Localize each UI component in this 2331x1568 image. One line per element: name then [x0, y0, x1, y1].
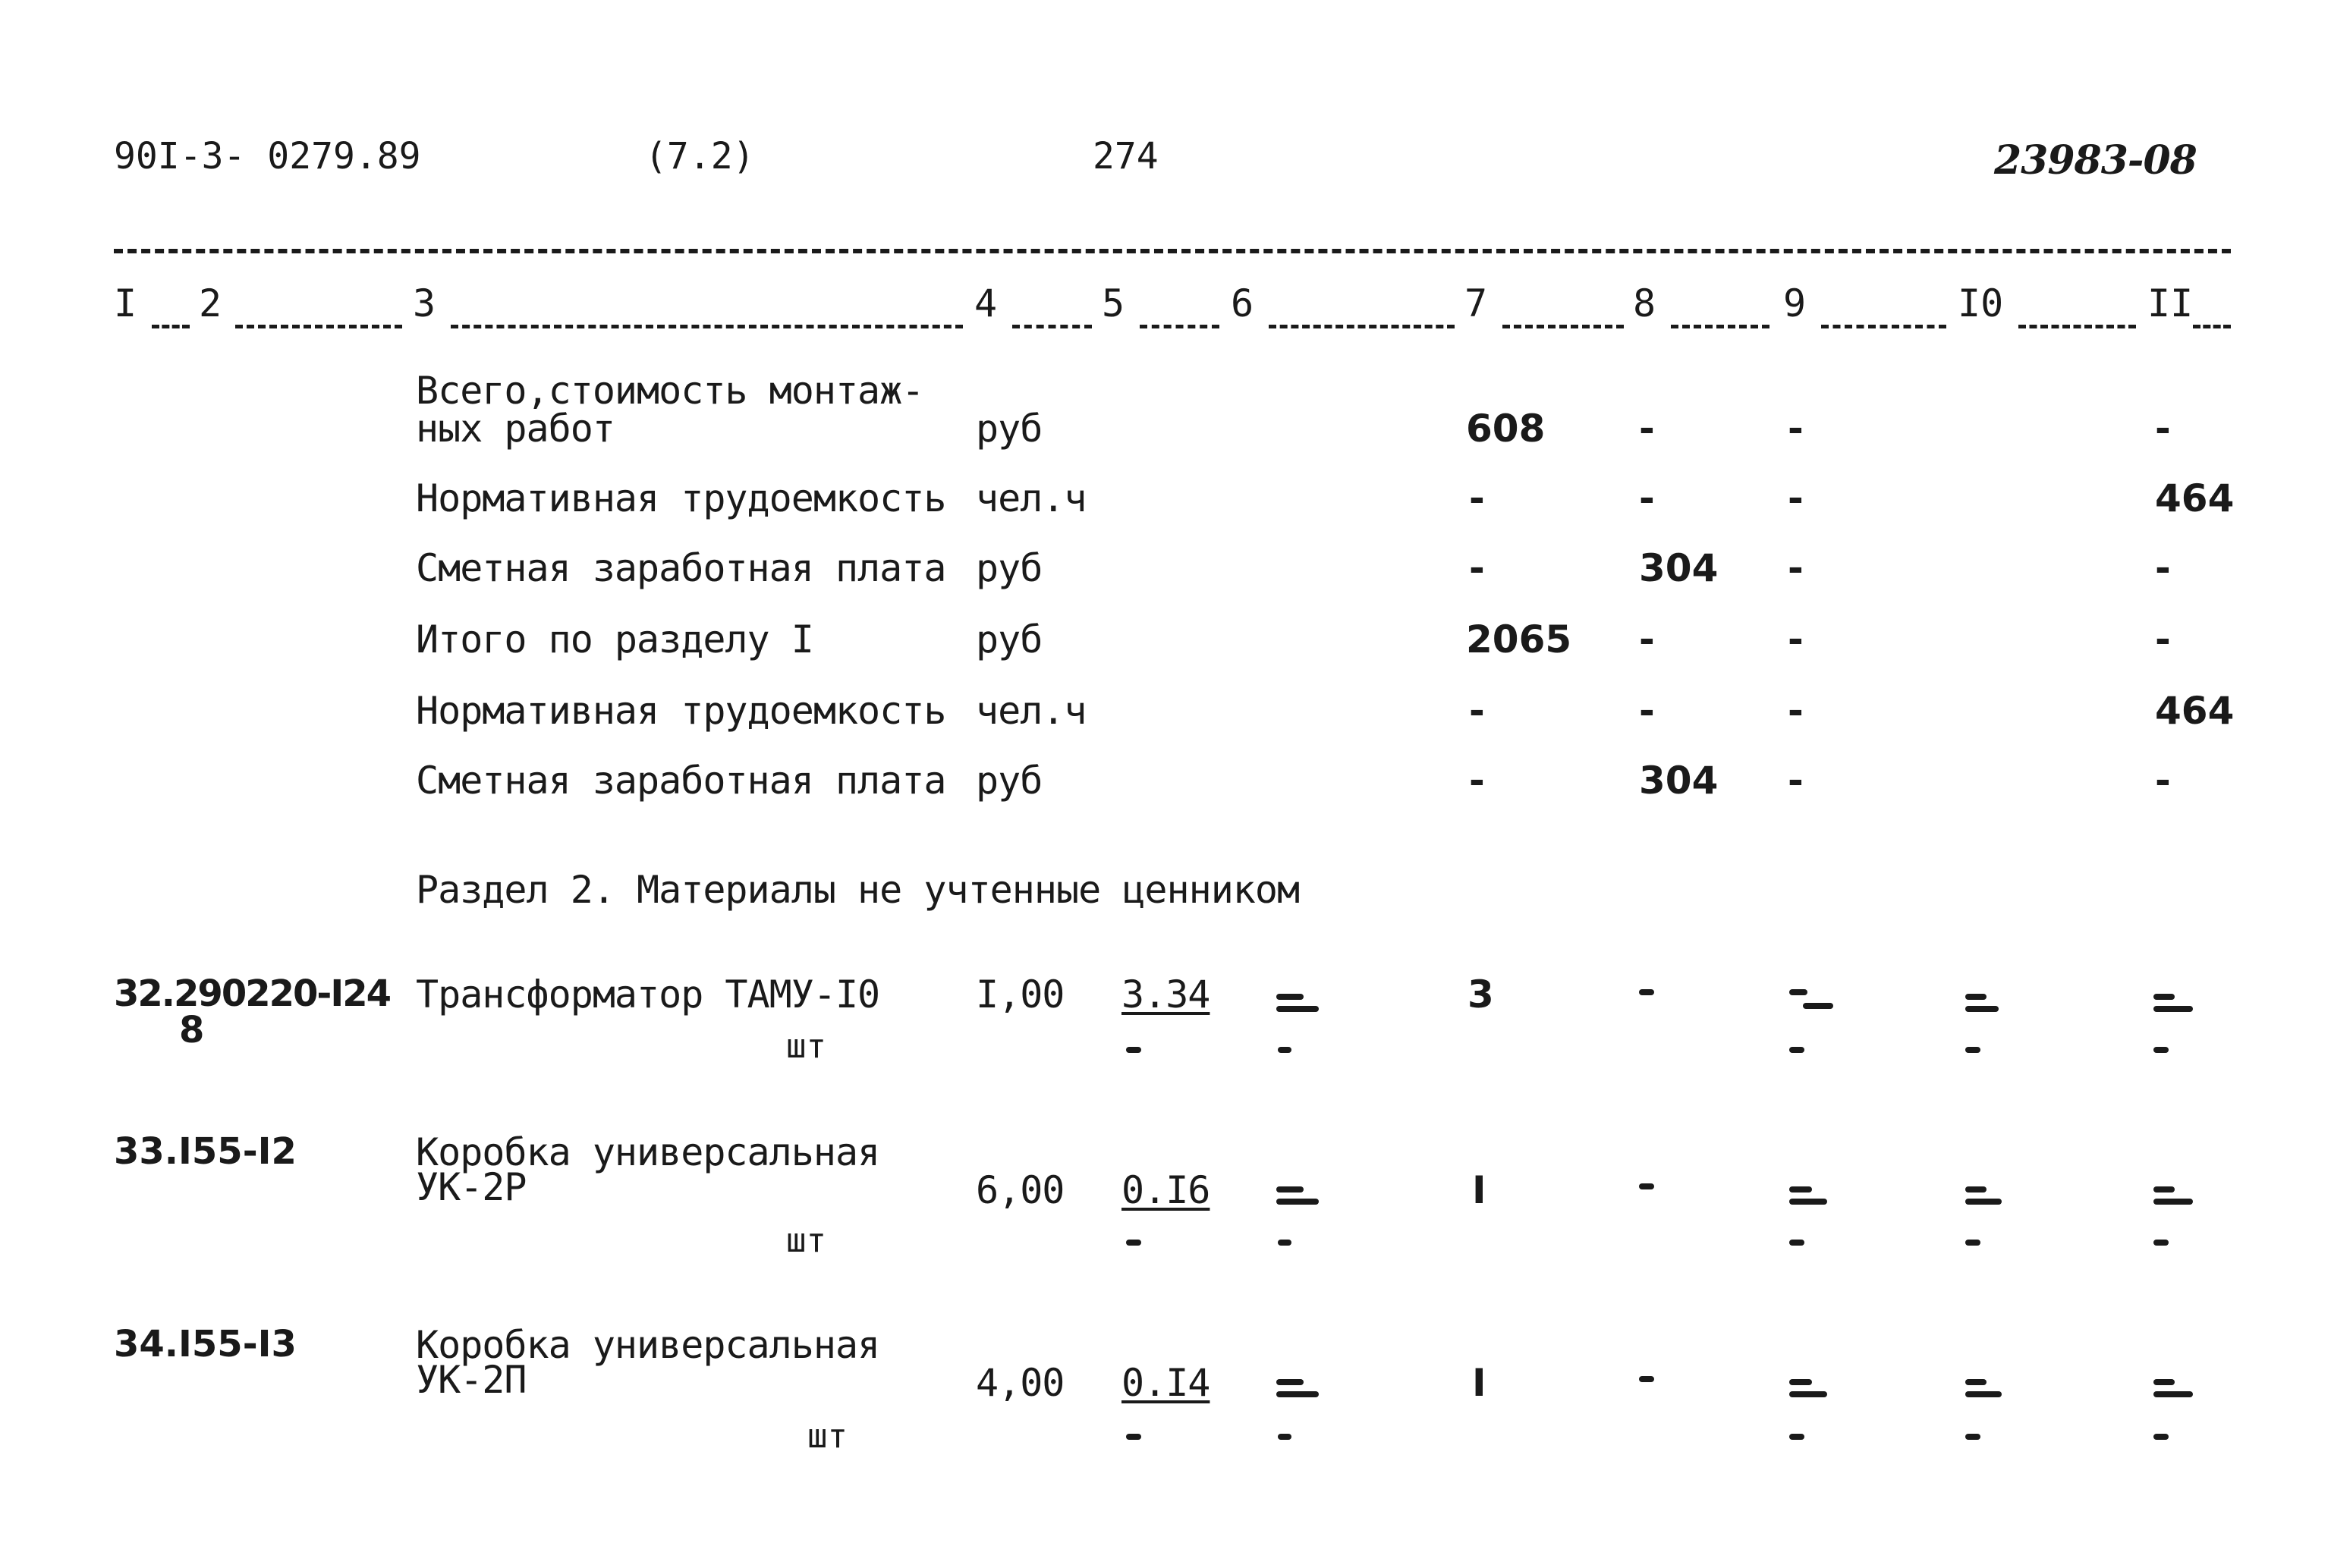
section-number: (7.2) [645, 135, 755, 178]
row-value-col9: - [1788, 407, 1804, 451]
dash-mark [1965, 1434, 1980, 1440]
dash-mark [1965, 994, 1987, 1000]
row-value-col7: - [1469, 689, 1485, 733]
dash-mark [1803, 1003, 1833, 1009]
dash-mark [2153, 1391, 2193, 1397]
row-name-continued: ных работ [416, 407, 615, 451]
item-value-col7: I [1472, 1361, 1486, 1405]
column-separator [451, 325, 963, 328]
item-name: Трансформатор ТАМУ-I0 [416, 973, 880, 1017]
dash-mark [1639, 989, 1654, 995]
row-value-col11: - [2155, 617, 2171, 661]
dash-mark [1276, 994, 1304, 1000]
item-name-continued: УК-2П [416, 1358, 527, 1402]
column-label: I [114, 281, 137, 325]
dash-mark [1789, 1240, 1804, 1246]
row-value-col9: - [1788, 546, 1804, 590]
item-quantity: I,00 [976, 973, 1065, 1017]
row-value-col9: - [1788, 689, 1804, 733]
item-unit: шт [786, 1027, 826, 1066]
column-label: 7 [1464, 281, 1488, 325]
row-value-col8: 304 [1639, 546, 1719, 590]
register-number: 23983-08 [1994, 137, 2197, 184]
column-label: 4 [974, 281, 998, 325]
column-separator [235, 325, 402, 328]
dash-mark [1276, 1391, 1319, 1397]
dash-mark [1789, 1047, 1804, 1053]
dash-mark [1789, 1199, 1827, 1205]
page-number: 274 [1093, 135, 1159, 178]
row-value-col8: - [1639, 476, 1655, 520]
dash-mark [1789, 989, 1807, 995]
dash-mark [1965, 1379, 1987, 1385]
item-unit-price: 0.I4 [1121, 1361, 1210, 1405]
dash-mark [1965, 1006, 1999, 1012]
item-quantity: 4,00 [976, 1361, 1065, 1405]
column-label: 8 [1633, 281, 1656, 325]
row-value-col9: - [1788, 759, 1804, 803]
item-value-col7: 3 [1467, 973, 1494, 1017]
row-unit: руб [976, 407, 1043, 451]
row-value-col7: - [1469, 476, 1485, 520]
item-unit-price: 0.I6 [1121, 1168, 1210, 1212]
row-value-col7: - [1469, 759, 1485, 803]
dash-mark [1789, 1434, 1804, 1440]
column-separator [1671, 325, 1769, 328]
row-value-col11: 464 [2155, 689, 2235, 733]
row-value-col8: - [1639, 689, 1655, 733]
dash-mark [1278, 1240, 1291, 1246]
column-separator [2193, 325, 2231, 328]
column-label: 3 [413, 281, 436, 325]
dash-mark [1789, 1391, 1827, 1397]
dash-mark [1276, 1006, 1319, 1012]
column-separator [1821, 325, 1946, 328]
dash-mark [1276, 1199, 1319, 1205]
item-unit: шт [786, 1221, 826, 1260]
dash-mark [2153, 1434, 2169, 1440]
item-value-col7: I [1472, 1168, 1486, 1212]
row-value-col7: - [1469, 546, 1485, 590]
dash-mark [2153, 1186, 2175, 1192]
row-value-col11: 464 [2155, 476, 2235, 520]
row-unit: руб [976, 546, 1043, 590]
row-name: Сметная заработная плата [416, 759, 946, 803]
column-separator [152, 325, 190, 328]
column-label: 9 [1783, 281, 1807, 325]
row-name: Нормативная трудоемкость [416, 689, 946, 733]
item-name: Коробка универсальная [416, 1323, 880, 1367]
dash-mark [1126, 1434, 1141, 1440]
row-name: Сметная заработная плата [416, 546, 946, 590]
dash-mark [1126, 1240, 1141, 1246]
row-value-col11: - [2155, 407, 2171, 451]
column-separator [1502, 325, 1624, 328]
column-label: 5 [1102, 281, 1125, 325]
column-label: 6 [1231, 281, 1254, 325]
row-value-col8: - [1639, 617, 1655, 661]
row-name: Всего,стоимость монтаж- [416, 369, 924, 413]
document-code: 90I-3- 0279.89 [114, 135, 421, 178]
row-value-col7: 608 [1466, 407, 1546, 451]
dash-mark [1276, 1186, 1304, 1192]
column-separator [1269, 325, 1455, 328]
dash-mark [1789, 1186, 1812, 1192]
dash-mark [1126, 1047, 1141, 1053]
row-unit: руб [976, 759, 1043, 803]
dash-mark [1278, 1047, 1291, 1053]
dash-mark [1278, 1434, 1291, 1440]
row-value-col9: - [1788, 617, 1804, 661]
column-label: I0 [1958, 281, 2004, 325]
dash-mark [2153, 994, 2175, 1000]
item-code: 34.I55-I3 [114, 1323, 297, 1365]
item-unit: шт [807, 1417, 848, 1456]
top-dashed-rule [114, 249, 2231, 253]
column-label: II [2147, 281, 2194, 325]
row-unit: чел.ч [976, 689, 1087, 733]
item-code: 33.I55-I2 [114, 1130, 297, 1173]
dash-mark [1789, 1379, 1812, 1385]
column-label: 2 [199, 281, 222, 325]
row-unit: руб [976, 617, 1043, 661]
column-separator [1140, 325, 1219, 328]
dash-mark [1965, 1186, 1987, 1192]
row-value-col11: - [2155, 759, 2171, 803]
dash-mark [2153, 1379, 2175, 1385]
row-value-col9: - [1788, 476, 1804, 520]
dash-mark [2153, 1240, 2169, 1246]
dash-mark [1965, 1391, 2002, 1397]
section-title: Раздел 2. Материалы не учтенные ценником [416, 868, 1300, 912]
row-unit: чел.ч [976, 476, 1087, 520]
item-quantity: 6,00 [976, 1168, 1065, 1212]
dash-mark [1639, 1183, 1654, 1189]
dash-mark [1965, 1240, 1980, 1246]
item-name-continued: УК-2Р [416, 1165, 527, 1209]
item-unit-price: 3.34 [1121, 973, 1210, 1017]
dash-mark [1965, 1047, 1980, 1053]
dash-mark [2153, 1199, 2193, 1205]
item-code: 32.290220-I24 [114, 973, 390, 1015]
row-value-col7: 2065 [1466, 617, 1572, 661]
column-separator [2018, 325, 2136, 328]
dash-mark [1639, 1376, 1654, 1382]
dash-mark [1276, 1379, 1304, 1385]
dash-mark [1965, 1199, 2002, 1205]
item-code-continued: 8 [179, 1009, 205, 1051]
row-value-col8: 304 [1639, 759, 1719, 803]
row-value-col11: - [2155, 546, 2171, 590]
row-name: Нормативная трудоемкость [416, 476, 946, 520]
item-name: Коробка универсальная [416, 1130, 880, 1174]
dash-mark [2153, 1006, 2193, 1012]
row-value-col8: - [1639, 407, 1655, 451]
column-separator [1012, 325, 1092, 328]
dash-mark [2153, 1047, 2169, 1053]
row-name: Итого по разделу I [416, 617, 813, 661]
